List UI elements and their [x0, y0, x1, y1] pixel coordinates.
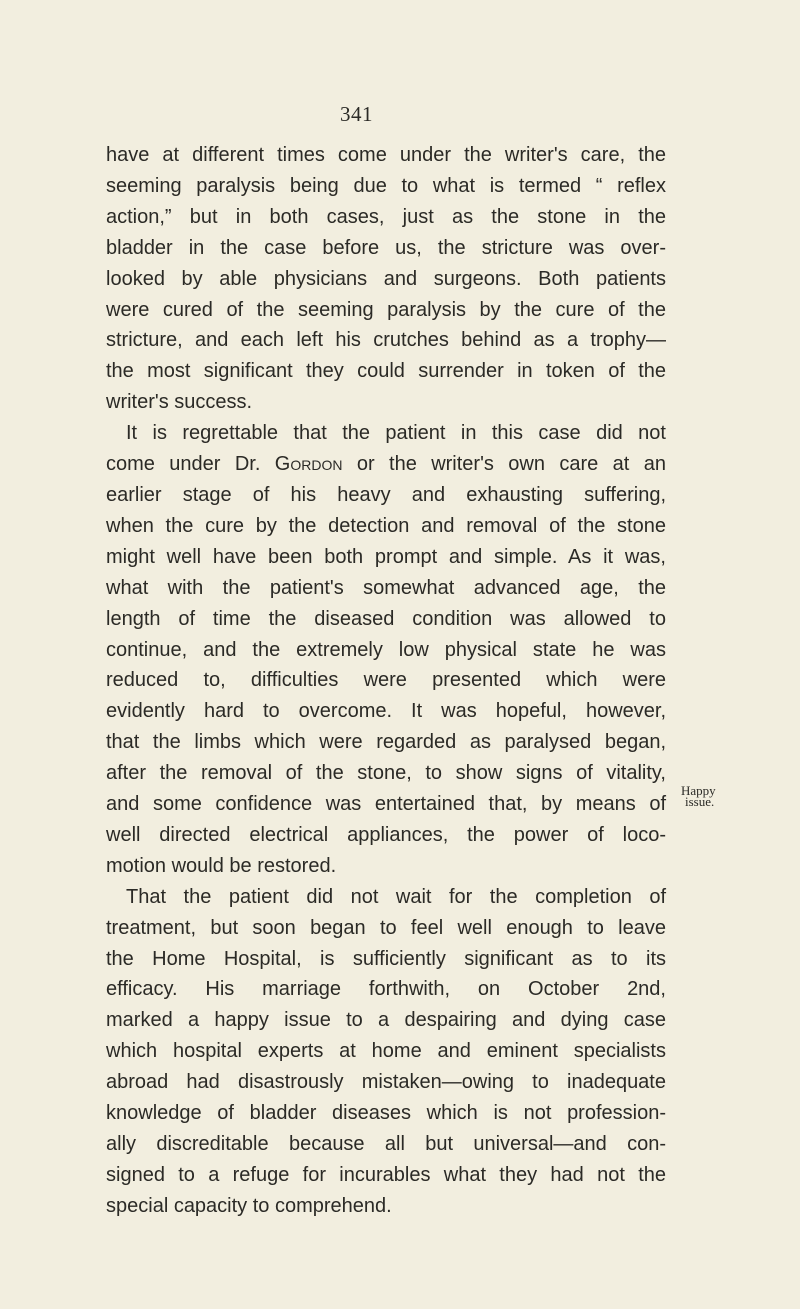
text-line: continue, and the extremely low physical state he was: [106, 638, 666, 661]
text-line: what with the patient's somewhat advanced age, the: [106, 576, 666, 599]
text-line: ally discreditable because all but universal—and con-: [106, 1133, 666, 1155]
text-line: and some confidence was entertained that, by means of: [106, 793, 666, 816]
text-line: the Home Hospital, is sufficiently significant as to its: [106, 947, 666, 970]
text-line: abroad had disastrously mistaken—owing to inadequate: [106, 1071, 666, 1094]
author-name: Gordon: [274, 453, 343, 476]
text-line: efficacy. His marriage forthwith, on October 2nd,: [106, 978, 666, 1001]
paragraph: [106, 140, 666, 418]
text-line: signed to a refuge for incurables what they had not the: [106, 1163, 666, 1186]
text-line: which hospital experts at home and eminent specialists: [106, 1040, 666, 1063]
text-line: might well have been both prompt and simple. As it was,: [106, 545, 666, 568]
text-line: marked a happy issue to a despairing and dying case: [106, 1009, 666, 1032]
text-line: special capacity to comprehend.: [106, 1194, 392, 1217]
text-run: or the writer's own care at an: [342, 453, 666, 476]
text-line: writer's success.: [106, 391, 253, 414]
text-run: come under Dr.: [106, 453, 275, 476]
text-line: were cured of the seeming paralysis by the cure of the: [106, 298, 666, 321]
text-line: reduced to, difficulties were presented which were: [106, 669, 666, 692]
text-line: treatment, but soon began to feel well enough to leave: [106, 916, 666, 939]
paragraph: [106, 418, 666, 882]
text-line: motion would be restored.: [106, 854, 337, 877]
marginal-note-line: Happy: [681, 783, 716, 798]
text-line: the most significant they could surrender in token of the: [106, 360, 666, 383]
text-line: have at different times come under the writer's care, the: [106, 144, 666, 166]
marginal-note: [681, 785, 731, 807]
text-line: well directed electrical appliances, the power of loco-: [106, 823, 666, 846]
text-line: that the limbs which were regarded as paralysed began,: [106, 731, 666, 754]
text-line: earlier stage of his heavy and exhausting suffering,: [106, 483, 666, 506]
text-line: bladder in the case before us, the stricture was over-: [106, 236, 666, 259]
text-line: seeming paralysis being due to what is termed “ reflex: [106, 174, 666, 197]
text-line: looked by able physicians and surgeons. Both patients: [106, 267, 666, 290]
body-text: [106, 140, 666, 1222]
text-line: It is regrettable that the patient in this case did not: [126, 422, 666, 445]
text-line: after the removal of the stone, to show signs of vitality,: [106, 762, 666, 785]
text-line: action,” but in both cases, just as the stone in the: [106, 205, 666, 228]
text-line: length of time the diseased condition was allowed to: [106, 607, 666, 630]
text-line: That the patient did not wait for the completion of: [126, 885, 666, 908]
text-line: when the cure by the detection and removal of the stone: [106, 514, 666, 537]
paragraph: [106, 882, 666, 1222]
text-line: knowledge of bladder diseases which is not profession-: [106, 1102, 666, 1125]
page-number: 341: [340, 102, 373, 126]
marginal-note-line: issue.: [685, 794, 715, 809]
text-line: evidently hard to overcome. It was hopeful, however,: [106, 700, 666, 723]
text-line: stricture, and each left his crutches behind as a trophy—: [106, 329, 666, 352]
text-line: [106, 449, 666, 480]
